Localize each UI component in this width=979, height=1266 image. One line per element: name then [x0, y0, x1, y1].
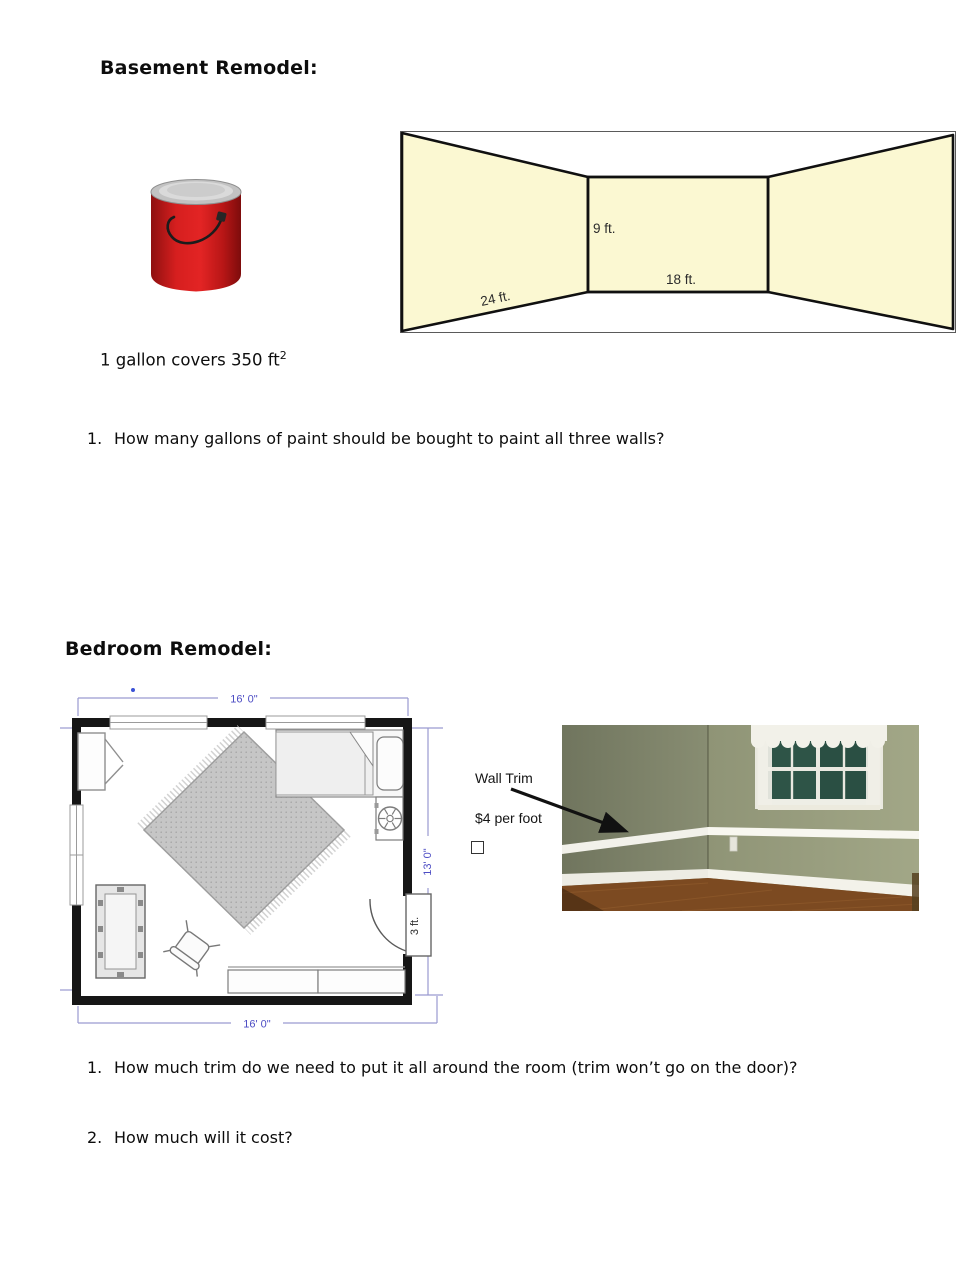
question-number: 1. [87, 429, 103, 448]
door-swing-arc [370, 899, 406, 951]
coverage-superscript: 2 [279, 349, 287, 362]
side-table-fan [375, 797, 404, 840]
basement-section-title: Basement Remodel: [100, 57, 318, 79]
photo-window [751, 725, 887, 810]
pillow [377, 737, 403, 790]
coverage-note [100, 349, 287, 370]
bedroom-question-1 [87, 1058, 917, 1077]
question-text: How many gallons of paint should be bought to paint all three walls? [114, 429, 665, 448]
wall-height-label: 9 ft. [593, 221, 616, 236]
bedroom-section-title: Bedroom Remodel: [65, 638, 273, 660]
paint-can-image [147, 172, 245, 300]
price-label: $4 per foot [475, 810, 542, 826]
low-shelf [228, 967, 405, 993]
question-text: How much will it cost? [114, 1128, 293, 1147]
dim-top-label: 16' 0" [230, 693, 258, 706]
dim-right-label: 13' 0" [422, 848, 434, 876]
stray-dot [131, 688, 135, 692]
bedroom-floorplan [60, 686, 445, 1038]
trim-pointer-arrow [505, 783, 640, 843]
bed [276, 730, 403, 797]
door [370, 894, 431, 956]
dresser [96, 885, 145, 978]
outlet [730, 837, 737, 851]
doorway-edge [912, 873, 919, 911]
coverage-text: 1 gallon covers 350 ft [100, 350, 280, 370]
question-number: 1. [87, 1058, 103, 1077]
paint-can-lid-center [167, 183, 225, 197]
chair [163, 920, 220, 976]
corner-desk [78, 733, 123, 790]
basement-walls-diagram [400, 131, 956, 333]
dim-bottom-label: 16' 0" [243, 1018, 271, 1031]
door-width-label: 3 ft. [409, 916, 421, 936]
back-wall-width-label: 18 ft. [666, 272, 697, 287]
question-text: How much trim do we need to put it all around the room (trim won’t go on the door)? [114, 1058, 798, 1077]
side-wall-length-label: 24 ft. [479, 288, 512, 309]
bedroom-question-2 [87, 1128, 787, 1147]
wall-trim-label: Wall Trim [475, 770, 533, 786]
basement-question-1 [87, 429, 847, 448]
checkbox-glyph [471, 841, 484, 854]
question-number: 2. [87, 1128, 103, 1147]
